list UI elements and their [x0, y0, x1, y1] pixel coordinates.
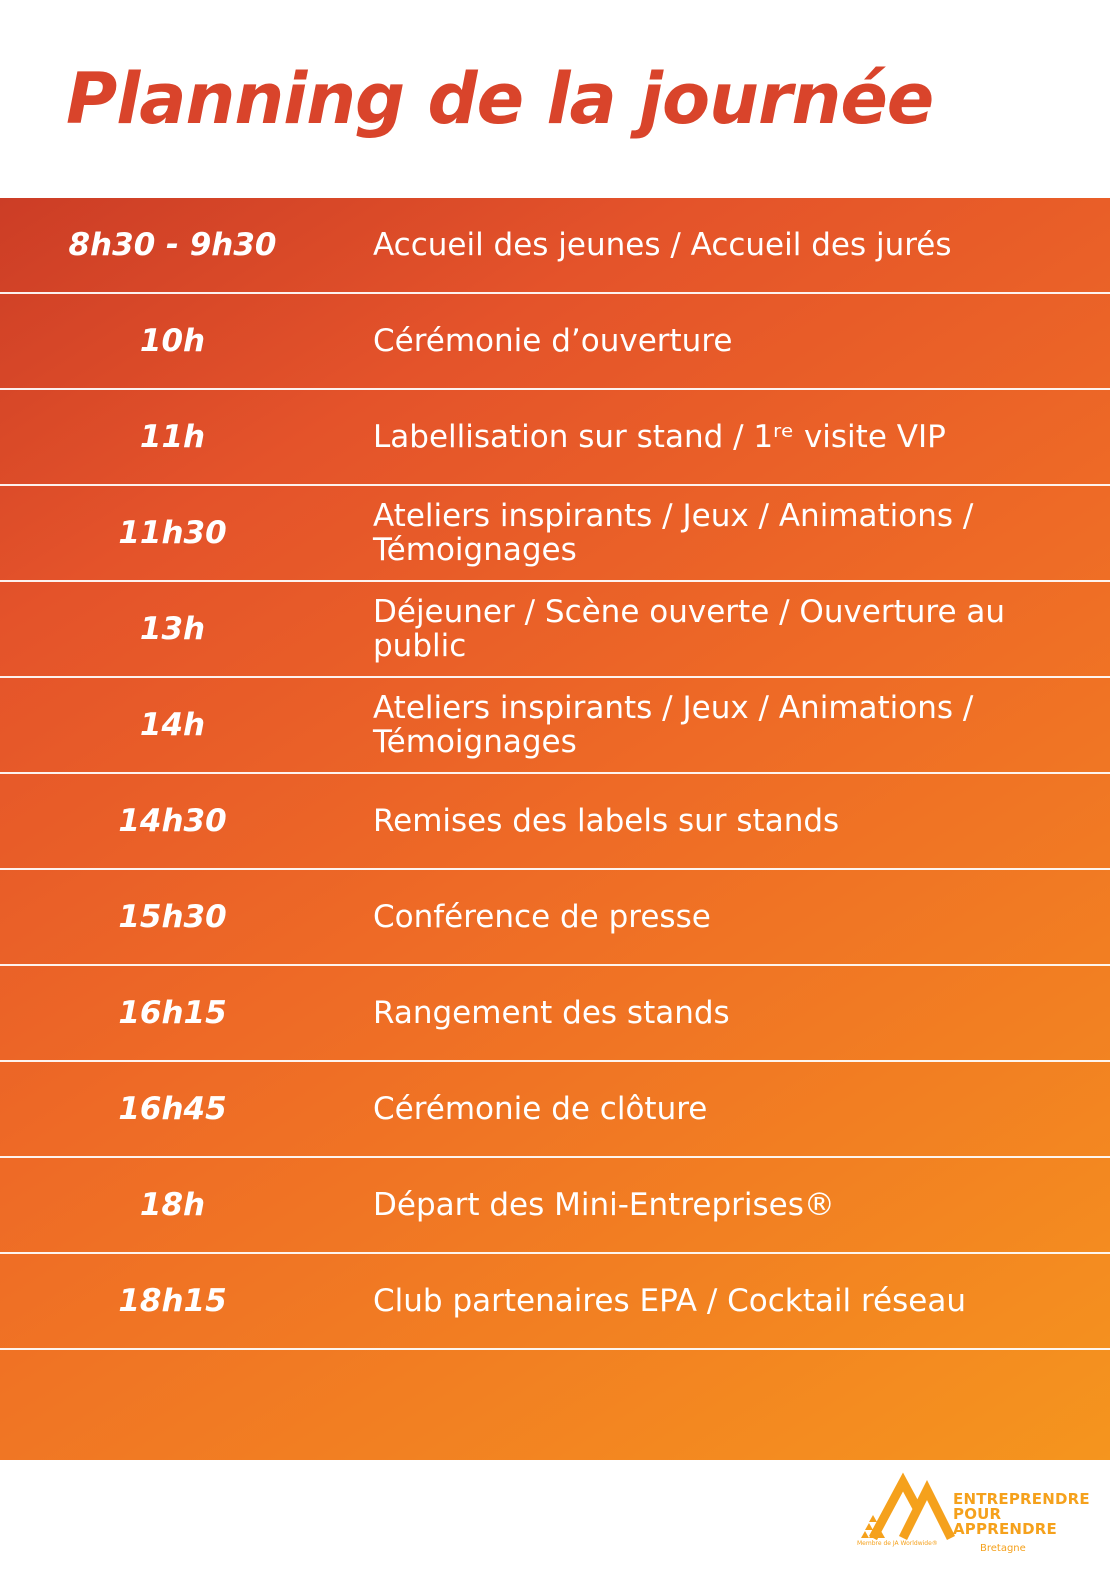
schedule-activity-container: [373, 294, 1073, 388]
schedule-row: [0, 294, 1110, 390]
schedule-time: 13h: [139, 611, 206, 647]
schedule-activity-container: [373, 390, 1073, 484]
schedule-row: [0, 1158, 1110, 1254]
schedule-table: [0, 198, 1110, 1460]
schedule-activity-container: [373, 1062, 1073, 1156]
logo-line-3: APPRENDRE: [953, 1520, 1057, 1538]
schedule-activity-container: [373, 1254, 1073, 1348]
logo-member-text: Membre de JA Worldwide®: [857, 1540, 938, 1547]
logo-line-1: ENTREPRENDRE: [953, 1490, 1090, 1508]
schedule-row: [0, 678, 1110, 774]
schedule-time: 18h: [139, 1187, 206, 1223]
schedule-row: [0, 390, 1110, 486]
epa-logo: [855, 1468, 1105, 1568]
schedule-row: [0, 966, 1110, 1062]
schedule-activity: Déjeuner / Scène ouverte / Ouverture au public: [373, 594, 1006, 664]
schedule-row: [0, 774, 1110, 870]
schedule-activity: Ateliers inspirants / Jeux / Animations / Témoignages: [373, 498, 974, 568]
schedule-activity-container: [373, 678, 1073, 772]
schedule-time: 11h30: [118, 515, 227, 551]
schedule-time: 18h15: [118, 1283, 227, 1319]
mountain-logo-icon: [855, 1468, 955, 1548]
schedule-row: [0, 198, 1110, 294]
schedule-activity-container: [373, 870, 1073, 964]
schedule-row: [0, 1254, 1110, 1350]
schedule-activity: Club partenaires EPA / Cocktail réseau: [373, 1283, 966, 1319]
schedule-activity: Labellisation sur stand / 1ʳᵉ visite VIP: [373, 419, 946, 455]
schedule-time: 14h: [139, 707, 206, 743]
schedule-activity: Conférence de presse: [373, 899, 711, 935]
schedule-time: 16h45: [118, 1091, 227, 1127]
schedule-activity: Départ des Mini-Entreprises®: [373, 1187, 835, 1223]
schedule-activity-container: [373, 774, 1073, 868]
schedule-activity: Cérémonie de clôture: [373, 1091, 708, 1127]
schedule-activity-container: [373, 486, 1073, 580]
schedule-time: 11h: [139, 419, 206, 455]
schedule-activity-container: [373, 582, 1073, 676]
schedule-row: [0, 1062, 1110, 1158]
schedule-row: [0, 486, 1110, 582]
schedule-activity-container: [373, 966, 1073, 1060]
schedule-time: 16h15: [118, 995, 227, 1031]
schedule-activity: Cérémonie d’ouverture: [373, 323, 733, 359]
schedule-activity-container: [373, 1158, 1073, 1252]
schedule-time: 10h: [139, 323, 206, 359]
schedule-time: 14h30: [118, 803, 227, 839]
logo-line-2: POUR: [953, 1505, 1002, 1523]
schedule-activity: Rangement des stands: [373, 995, 730, 1031]
logo-region: Bretagne: [980, 1543, 1026, 1554]
logo-wordmark: [953, 1492, 1090, 1537]
page-title: Planning de la journée: [66, 58, 934, 140]
schedule-activity: Ateliers inspirants / Jeux / Animations / Témoignages: [373, 690, 974, 760]
schedule-time: 8h30 - 9h30: [68, 227, 277, 263]
schedule-row: [0, 582, 1110, 678]
schedule-activity: Remises des labels sur stands: [373, 803, 840, 839]
schedule-activity-container: [373, 198, 1073, 292]
schedule-time: 15h30: [118, 899, 227, 935]
schedule-activity: Accueil des jeunes / Accueil des jurés: [373, 227, 952, 263]
schedule-row: [0, 870, 1110, 966]
